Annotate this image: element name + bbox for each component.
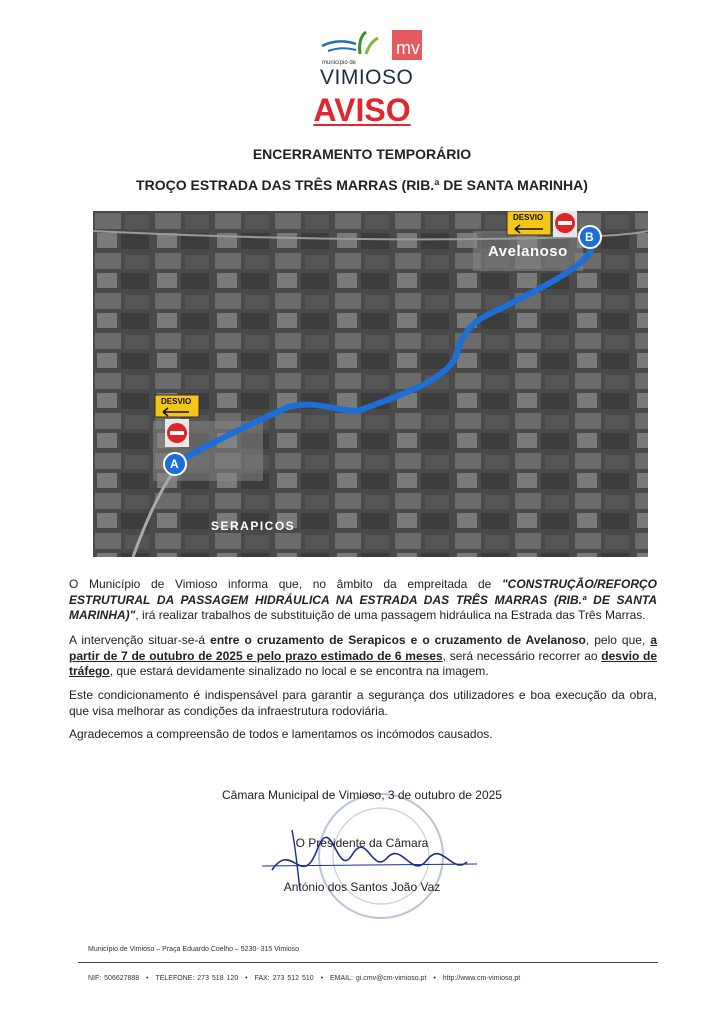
- footer-website[interactable]: http://www.cm-vimioso.pt: [442, 975, 521, 982]
- place-label-avelanoso: Avelanoso: [488, 243, 568, 260]
- footer-nif: NIF: 506627888: [88, 975, 140, 982]
- notice-subtitle: ENCERRAMENTO TEMPORÁRIO: [252, 146, 472, 162]
- detour-text: desvio de tráfego: [69, 648, 657, 678]
- signatory-name: António dos Santos João Vaz: [283, 880, 441, 894]
- place-label-serapicos: SERAPICOS: [211, 519, 296, 533]
- footer-separator: •: [433, 975, 436, 982]
- footer-email[interactable]: EMAIL: gi.cmv@cm-vimioso.pt: [329, 975, 427, 982]
- footer-separator: •: [146, 975, 149, 982]
- signature-date-line: Câmara Municipal de Vimioso, 3 de outubro de 2025: [222, 788, 502, 802]
- footer-fax: FAX: 273 512 510: [254, 975, 314, 982]
- footer-phone: TELEFONE: 273 518 120: [155, 975, 239, 982]
- notice-title: AVISO: [313, 92, 411, 128]
- logo-wordmark: VIMIOSO: [320, 66, 414, 89]
- logo-badge: mv: [396, 38, 420, 58]
- detour-sign-label: DESVIO: [513, 213, 544, 222]
- location-text: entre o cruzamento de Serapicos e o cruzamento de Avelanoso: [210, 633, 586, 647]
- paragraph-text: , irá realizar trabalhos de substituição de uma passagem hidráulica na Estrada das Três Marras.: [135, 608, 646, 622]
- paragraph-text: , pelo que,: [585, 633, 651, 647]
- footer-separator: •: [320, 975, 324, 982]
- paragraph-text: , será necessário recorrer ao: [442, 648, 602, 663]
- footer-contacts: [88, 975, 524, 982]
- no-entry-sign-icon: [553, 211, 577, 237]
- municipality-logo: [318, 26, 428, 89]
- project-name: "CONSTRUÇÃO/REFORÇO ESTRUTURAL DA PASSAGEM HIDRÁULICA NA ESTRADA DAS TRÊS MARRAS (RIB.ª DE SANTA MARINHA)": [69, 577, 657, 622]
- logo-tagline: município de: [322, 60, 357, 66]
- paragraph-text: A intervenção situar-se-á: [69, 633, 211, 647]
- date-period-text: a partir de 7 de outubro de 2025 e pelo prazo estimado de 6 meses: [69, 633, 658, 663]
- footer-divider: [78, 962, 658, 963]
- footer-address: Município de Vimioso – Praça Eduardo Coelho – 5230- 315 Vimioso: [88, 946, 300, 953]
- paragraph-location: [69, 633, 657, 680]
- road-name: TROÇO ESTRADA DAS TRÊS MARRAS (RIB.ª DE SANTA MARINHA): [136, 177, 588, 193]
- footer-separator: •: [245, 975, 248, 982]
- paragraph-text: , que estará devidamente sinalizado no local e se encontra na imagem.: [109, 664, 489, 678]
- no-entry-sign-icon: [165, 419, 189, 447]
- point-a-label: A: [170, 457, 179, 471]
- paragraph-justification: Este condicionamento é indispensável para garantir a segurança dos utilizadores e boa execução da obra, que visa melhorar as condições da infraestrutura rodoviária.: [69, 688, 657, 718]
- signature-role: O Presidente da Câmara: [295, 836, 429, 850]
- detour-sign-label: DESVIO: [161, 397, 192, 406]
- paragraph-apology: Agradecemos a compreensão de todos e lamentamos os incómodos causados.: [69, 727, 493, 741]
- paragraph-text: O Município de Vimioso informa que, no âmbito da empreitada de: [69, 577, 502, 591]
- route-map: [93, 211, 648, 557]
- point-b-label: B: [585, 230, 594, 244]
- paragraph-intro: [69, 577, 657, 624]
